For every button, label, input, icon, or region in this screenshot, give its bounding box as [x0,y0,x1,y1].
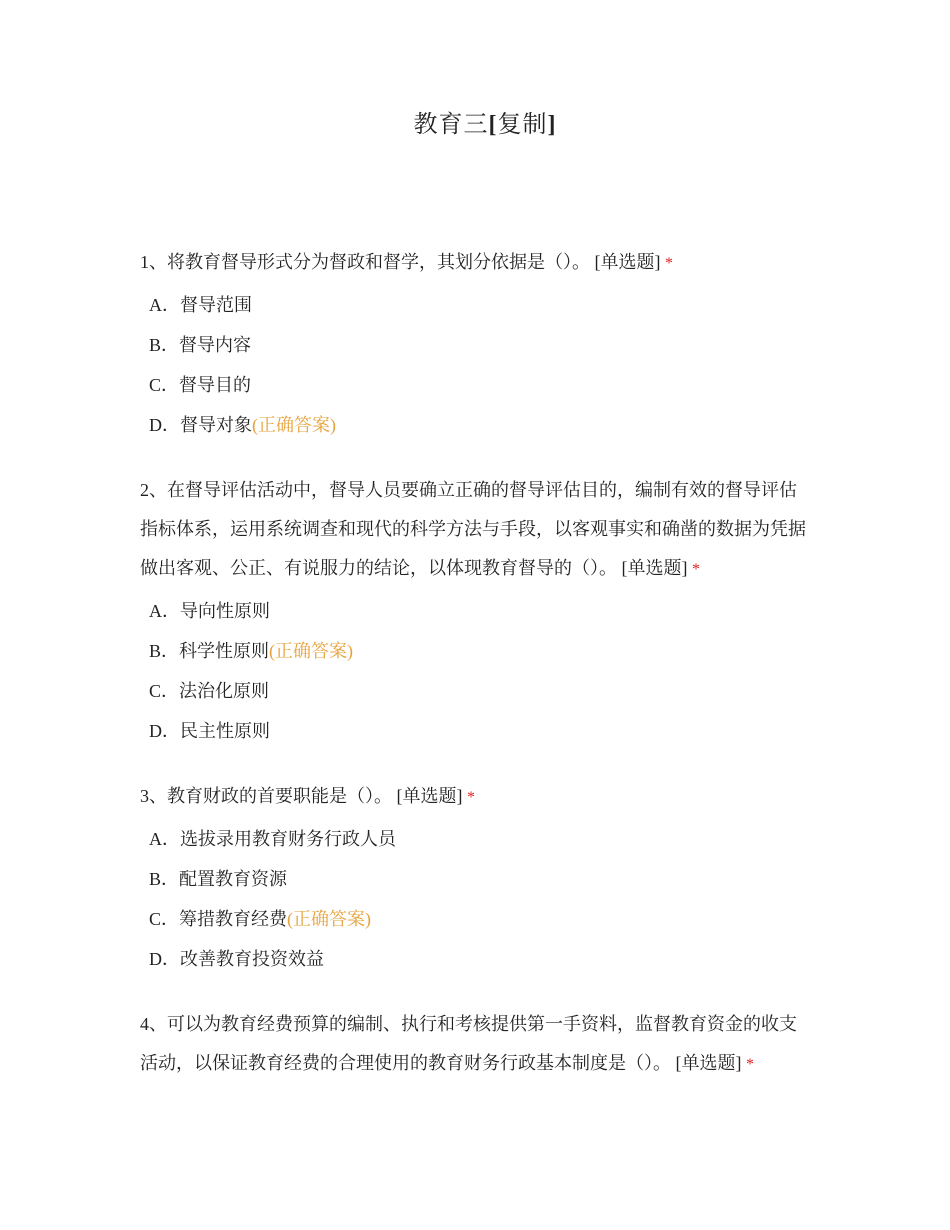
question-number: 4、 [140,1014,167,1034]
option-item [140,819,810,859]
question-2 [140,471,810,751]
option-item [140,405,810,445]
option-letter: D． [149,721,180,741]
title-bracket-close: ] [547,112,557,138]
correct-answer-mark: (正确答案) [269,641,354,661]
option-item [140,325,810,365]
question-stem: 将教育督导形式分为督政和督学，其划分依据是（）。 [167,252,590,272]
option-letter: A． [149,829,180,849]
option-item [140,939,810,979]
option-letter: A． [149,601,180,621]
option-text: 督导对象 [180,415,252,435]
option-letter: B． [149,641,180,661]
option-text: 民主性原则 [180,721,270,741]
question-text [140,1005,810,1084]
question-stem: 在督导评估活动中，督导人员要确立正确的督导评估目的，编制有效的督导评估指标体系，运用系统调查和现代的科学方法与手段，以客观事实和确凿的数据为凭据做出客观、公正、有说服力的结论，以体现教育督导的（）。 [140,480,806,578]
option-item [140,591,810,631]
option-letter: C． [149,375,180,395]
option-text: 导向性原则 [180,601,270,621]
option-text: 改善教育投资效益 [180,949,324,969]
required-star-icon: * [692,561,700,578]
option-text: 科学性原则 [179,641,270,661]
title-copy: 复制 [497,112,548,138]
question-4 [140,1005,810,1084]
correct-answer-mark: (正确答案) [252,415,336,435]
question-3 [140,777,810,979]
option-list [140,819,810,979]
question-text [140,243,810,283]
question-type-tag: [单选题] [594,252,661,272]
option-list [140,591,810,751]
question-list [140,243,810,1084]
survey-title [140,0,810,140]
option-text: 法治化原则 [179,681,270,701]
option-letter: C． [149,681,180,701]
question-type-tag: [单选题] [675,1053,742,1073]
option-letter: B． [149,335,180,355]
question-1 [140,243,810,445]
option-text: 筹措教育经费 [179,909,288,929]
question-number: 1、 [140,252,167,272]
required-star-icon: * [746,1056,754,1073]
title-bracket-open: [ [488,112,498,138]
option-text: 督导目的 [179,375,252,395]
question-stem: 可以为教育经费预算的编制、执行和考核提供第一手资料，监督教育资金的收支活动，以保证教育经费的合理使用的教育财务行政基本制度是（）。 [140,1014,797,1073]
option-item [140,365,810,405]
option-text: 督导内容 [179,335,252,355]
option-text: 选拔录用教育财务行政人员 [180,829,396,849]
option-letter: B． [149,869,180,889]
question-type-tag: [单选题] [621,558,688,578]
question-type-tag: [单选题] [396,786,463,806]
option-letter: A． [149,295,180,315]
question-number: 3、 [140,786,167,806]
option-item [140,671,810,711]
option-item [140,859,810,899]
question-text [140,777,810,817]
question-text [140,471,810,589]
option-item [140,285,810,325]
title-main: 教育三 [413,112,489,138]
option-item [140,899,810,939]
correct-answer-mark: (正确答案) [287,909,372,929]
required-star-icon: * [665,255,673,272]
required-star-icon: * [467,789,475,806]
option-letter: C． [149,909,180,929]
option-item [140,711,810,751]
option-letter: D． [149,949,180,969]
option-text: 配置教育资源 [179,869,288,889]
option-letter: D． [149,415,180,435]
option-item [140,631,810,671]
question-number: 2、 [140,480,167,500]
option-text: 督导范围 [180,295,252,315]
question-stem: 教育财政的首要职能是（）。 [167,786,392,806]
option-list [140,285,810,445]
